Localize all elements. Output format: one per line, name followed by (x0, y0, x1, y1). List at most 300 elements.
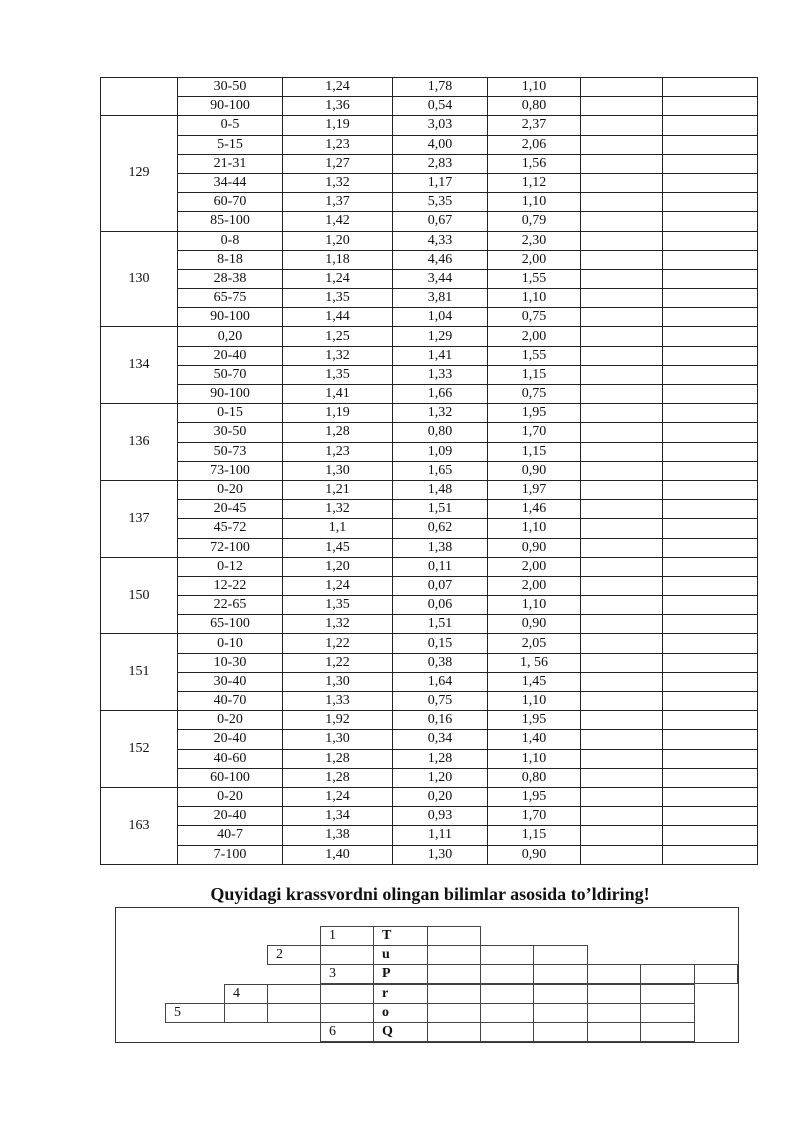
table-cell: 1,92 (283, 711, 393, 730)
table-cell: 1,10 (488, 596, 581, 615)
table-cell: 1,30 (283, 672, 393, 691)
empty-cell (581, 116, 663, 135)
table-row (101, 365, 758, 384)
table-row (101, 269, 758, 288)
table-cell: 1,10 (488, 749, 581, 768)
table-cell: 0-12 (178, 557, 283, 576)
table-cell: 0,54 (393, 97, 488, 116)
crossword-cell[interactable] (224, 984, 268, 1004)
table-cell: 0-5 (178, 116, 283, 135)
empty-cell (581, 634, 663, 653)
empty-cell (581, 768, 663, 787)
empty-cell (663, 135, 758, 154)
key-letter: P (382, 966, 391, 981)
empty-cell (663, 653, 758, 672)
table-cell: 1,21 (283, 480, 393, 499)
table-cell: 1,29 (393, 327, 488, 346)
crossword-cell[interactable] (373, 964, 428, 984)
table-row (101, 519, 758, 538)
table-cell: 0-20 (178, 787, 283, 806)
table-cell: 1,35 (283, 596, 393, 615)
empty-cell (581, 308, 663, 327)
crossword-cell[interactable] (427, 1022, 481, 1042)
crossword-cell[interactable] (373, 1003, 428, 1023)
table-cell: 20-40 (178, 730, 283, 749)
empty-cell (581, 787, 663, 806)
empty-cell (581, 519, 663, 538)
table-cell: 3,81 (393, 289, 488, 308)
table-row (101, 97, 758, 116)
table-cell: 1,38 (283, 826, 393, 845)
table-cell: 30-40 (178, 672, 283, 691)
table-cell: 1,70 (488, 807, 581, 826)
empty-cell (663, 787, 758, 806)
table-cell: 0,11 (393, 557, 488, 576)
section-number-cell: 137 (101, 480, 178, 557)
crossword-title: Quyidagi krassvordni olingan bilimlar asosida to’ldiring! (210, 884, 650, 904)
empty-cell (581, 500, 663, 519)
empty-cell (581, 615, 663, 634)
crossword-cell[interactable] (480, 945, 534, 965)
crossword-cell[interactable] (320, 964, 374, 984)
table-cell: 90-100 (178, 97, 283, 116)
crossword-cell[interactable] (480, 1003, 534, 1023)
table-cell: 8-18 (178, 250, 283, 269)
table-cell: 30-50 (178, 423, 283, 442)
crossword-cell[interactable] (640, 1003, 695, 1023)
empty-cell (663, 692, 758, 711)
empty-cell (581, 557, 663, 576)
table-cell: 90-100 (178, 385, 283, 404)
crossword-cell[interactable] (320, 945, 374, 965)
key-letter: r (382, 986, 389, 1001)
table-cell: 2,06 (488, 135, 581, 154)
crossword-cell[interactable] (480, 964, 534, 984)
empty-cell (663, 749, 758, 768)
table-cell: 21-31 (178, 154, 283, 173)
table-row (101, 596, 758, 615)
table-cell: 45-72 (178, 519, 283, 538)
table-cell: 1,27 (283, 154, 393, 173)
crossword-cell[interactable] (533, 1003, 588, 1023)
empty-cell (663, 250, 758, 269)
soil-data-table (100, 77, 758, 865)
crossword-cell[interactable] (373, 945, 428, 965)
table-cell: 1,15 (488, 365, 581, 384)
table-row (101, 346, 758, 365)
table-cell: 5,35 (393, 193, 488, 212)
empty-cell (581, 442, 663, 461)
crossword-cell[interactable] (427, 964, 481, 984)
crossword-cell[interactable] (640, 984, 695, 1004)
empty-cell (663, 116, 758, 135)
clue-number: 2 (276, 947, 283, 962)
table-cell: 1,45 (283, 538, 393, 557)
table-cell: 1, 56 (488, 653, 581, 672)
table-cell: 1,11 (393, 826, 488, 845)
table-cell: 0,75 (488, 308, 581, 327)
section-number-cell: 130 (101, 231, 178, 327)
empty-cell (663, 346, 758, 365)
table-cell: 1,45 (488, 672, 581, 691)
empty-cell (581, 250, 663, 269)
table-cell: 1,28 (283, 749, 393, 768)
table-cell: 1,34 (283, 807, 393, 826)
table-row (101, 576, 758, 595)
table-cell: 1,65 (393, 461, 488, 480)
crossword-cell[interactable] (533, 1022, 588, 1042)
table-cell: 1,24 (283, 78, 393, 97)
table-cell: 1,44 (283, 308, 393, 327)
table-cell: 1,32 (283, 500, 393, 519)
table-cell: 0,38 (393, 653, 488, 672)
table-cell: 2,83 (393, 154, 488, 173)
table-cell: 1,55 (488, 346, 581, 365)
table-row (101, 173, 758, 192)
empty-cell (581, 193, 663, 212)
key-letter: o (382, 1005, 389, 1020)
table-cell: 0,80 (488, 768, 581, 787)
table-cell: 0,93 (393, 807, 488, 826)
empty-cell (663, 231, 758, 250)
table-cell: 1,22 (283, 634, 393, 653)
table-cell: 30-50 (178, 78, 283, 97)
crossword-cell[interactable] (373, 926, 428, 946)
table-cell: 1,10 (488, 289, 581, 308)
empty-cell (581, 135, 663, 154)
table-cell: 1,25 (283, 327, 393, 346)
table-cell: 65-75 (178, 289, 283, 308)
table-cell: 1,30 (393, 845, 488, 864)
table-row (101, 461, 758, 480)
clue-number: 5 (174, 1005, 181, 1020)
crossword-cell[interactable] (165, 1003, 225, 1023)
empty-cell (663, 365, 758, 384)
table-cell: 1,55 (488, 269, 581, 288)
empty-cell (663, 442, 758, 461)
table-row (101, 212, 758, 231)
table-cell: 1,24 (283, 787, 393, 806)
empty-cell (663, 538, 758, 557)
table-cell: 22-65 (178, 596, 283, 615)
table-cell: 1,28 (283, 423, 393, 442)
table-cell: 50-73 (178, 442, 283, 461)
empty-cell (663, 576, 758, 595)
crossword-cell[interactable] (224, 1003, 268, 1023)
table-cell: 12-22 (178, 576, 283, 595)
empty-cell (581, 423, 663, 442)
table-cell: 1,95 (488, 404, 581, 423)
empty-cell (581, 231, 663, 250)
crossword-cell[interactable] (267, 945, 321, 965)
table-cell: 0,20 (393, 787, 488, 806)
table-cell: 2,05 (488, 634, 581, 653)
crossword-cell[interactable] (587, 964, 641, 984)
empty-cell (663, 845, 758, 864)
table-cell: 1,35 (283, 365, 393, 384)
table-cell: 0-20 (178, 480, 283, 499)
crossword-cell[interactable] (533, 984, 588, 1004)
table-cell: 1,38 (393, 538, 488, 557)
empty-cell (581, 154, 663, 173)
section-number-cell: 151 (101, 634, 178, 711)
table-row (101, 308, 758, 327)
table-cell: 1,24 (283, 269, 393, 288)
empty-cell (663, 480, 758, 499)
table-cell: 0,07 (393, 576, 488, 595)
table-cell: 7-100 (178, 845, 283, 864)
table-cell: 1,18 (283, 250, 393, 269)
table-row (101, 231, 758, 250)
empty-cell (581, 97, 663, 116)
crossword-cell[interactable] (640, 1022, 695, 1042)
table-cell: 40-60 (178, 749, 283, 768)
crossword-cell[interactable] (427, 1003, 481, 1023)
empty-cell (581, 538, 663, 557)
empty-cell (581, 730, 663, 749)
table-cell: 1,97 (488, 480, 581, 499)
table-cell: 1,32 (283, 615, 393, 634)
table-cell: 34-44 (178, 173, 283, 192)
crossword-cell[interactable] (480, 1022, 534, 1042)
section-number-cell: 134 (101, 327, 178, 404)
table-cell: 2,00 (488, 576, 581, 595)
table-row (101, 500, 758, 519)
table-row (101, 193, 758, 212)
table-cell: 0,90 (488, 538, 581, 557)
table-row (101, 768, 758, 787)
table-cell: 1,1 (283, 519, 393, 538)
table-cell: 1,32 (393, 404, 488, 423)
table-cell: 2,00 (488, 327, 581, 346)
table-cell: 1,17 (393, 173, 488, 192)
empty-cell (663, 557, 758, 576)
table-cell: 1,37 (283, 193, 393, 212)
table-cell: 3,03 (393, 116, 488, 135)
table-cell: 0,20 (178, 327, 283, 346)
table-cell: 1,30 (283, 461, 393, 480)
empty-cell (663, 596, 758, 615)
table-cell: 1,19 (283, 404, 393, 423)
table-cell: 1,33 (283, 692, 393, 711)
empty-cell (663, 289, 758, 308)
empty-cell (581, 289, 663, 308)
table-cell: 1,10 (488, 78, 581, 97)
table-cell: 1,42 (283, 212, 393, 231)
clue-number: 6 (329, 1024, 336, 1039)
table-cell: 0,06 (393, 596, 488, 615)
table-cell: 90-100 (178, 308, 283, 327)
table-row (101, 826, 758, 845)
table-cell: 1,09 (393, 442, 488, 461)
crossword-cell[interactable] (427, 945, 481, 965)
table-cell: 1,04 (393, 308, 488, 327)
table-cell: 1,78 (393, 78, 488, 97)
table-row (101, 442, 758, 461)
crossword-cell[interactable] (427, 984, 481, 1004)
crossword-cell[interactable] (533, 964, 588, 984)
table-row (101, 557, 758, 576)
empty-cell (581, 365, 663, 384)
table-cell: 1,32 (283, 173, 393, 192)
table-cell: 2,37 (488, 116, 581, 135)
table-cell: 1,30 (283, 730, 393, 749)
table-row (101, 692, 758, 711)
empty-cell (581, 212, 663, 231)
section-number-cell (101, 78, 178, 116)
crossword-cell[interactable] (373, 1022, 428, 1042)
empty-cell (663, 193, 758, 212)
table-cell: 40-7 (178, 826, 283, 845)
empty-cell (663, 404, 758, 423)
table-cell: 1,32 (283, 346, 393, 365)
table-cell: 0-8 (178, 231, 283, 250)
table-cell: 0,75 (393, 692, 488, 711)
table-cell: 1,95 (488, 787, 581, 806)
table-row (101, 845, 758, 864)
table-row (101, 385, 758, 404)
table-row (101, 653, 758, 672)
crossword-cell[interactable] (373, 984, 428, 1004)
table-cell: 20-40 (178, 807, 283, 826)
crossword-cell[interactable] (694, 964, 738, 984)
empty-cell (663, 807, 758, 826)
table-cell: 3,44 (393, 269, 488, 288)
table-row (101, 135, 758, 154)
table-row (101, 538, 758, 557)
crossword-cell[interactable] (320, 984, 374, 1004)
table-row (101, 78, 758, 97)
table-cell: 1,12 (488, 173, 581, 192)
empty-cell (581, 404, 663, 423)
table-cell: 0,80 (393, 423, 488, 442)
empty-cell (663, 826, 758, 845)
crossword-cell[interactable] (587, 1003, 641, 1023)
empty-cell (663, 634, 758, 653)
empty-cell (581, 807, 663, 826)
crossword-cell[interactable] (267, 1003, 321, 1023)
crossword-cell[interactable] (267, 984, 321, 1004)
empty-cell (663, 269, 758, 288)
table-cell: 4,00 (393, 135, 488, 154)
crossword-cell[interactable] (427, 926, 481, 946)
table-cell: 1,35 (283, 289, 393, 308)
table-cell: 0-10 (178, 634, 283, 653)
table-cell: 0,79 (488, 212, 581, 231)
table-cell: 2,00 (488, 557, 581, 576)
empty-cell (663, 327, 758, 346)
empty-cell (663, 615, 758, 634)
empty-cell (663, 78, 758, 97)
clue-number: 3 (329, 966, 336, 981)
table-cell: 1,15 (488, 826, 581, 845)
clue-number: 1 (329, 928, 336, 943)
empty-cell (663, 730, 758, 749)
crossword-cell[interactable] (533, 945, 588, 965)
empty-cell (663, 212, 758, 231)
empty-cell (581, 327, 663, 346)
table-cell: 1,41 (393, 346, 488, 365)
table-cell: 1,23 (283, 442, 393, 461)
table-row (101, 672, 758, 691)
table-row (101, 730, 758, 749)
empty-cell (663, 768, 758, 787)
empty-cell (581, 385, 663, 404)
empty-cell (581, 269, 663, 288)
key-letter: T (382, 928, 392, 943)
table-cell: 72-100 (178, 538, 283, 557)
table-cell: 0,62 (393, 519, 488, 538)
table-row (101, 154, 758, 173)
table-cell: 0-15 (178, 404, 283, 423)
table-cell: 1,48 (393, 480, 488, 499)
table-cell: 1,33 (393, 365, 488, 384)
empty-cell (581, 711, 663, 730)
table-cell: 0,90 (488, 461, 581, 480)
table-cell: 20-40 (178, 346, 283, 365)
table-row (101, 711, 758, 730)
table-cell: 0-20 (178, 711, 283, 730)
table-cell: 0,90 (488, 615, 581, 634)
empty-cell (663, 97, 758, 116)
table-cell: 0,16 (393, 711, 488, 730)
empty-cell (581, 653, 663, 672)
empty-cell (663, 385, 758, 404)
table-cell: 5-15 (178, 135, 283, 154)
empty-cell (663, 308, 758, 327)
crossword-cell[interactable] (320, 1003, 374, 1023)
table-cell: 0,90 (488, 845, 581, 864)
table-row (101, 404, 758, 423)
table-row (101, 250, 758, 269)
table-row (101, 787, 758, 806)
table-cell: 2,30 (488, 231, 581, 250)
table-row (101, 423, 758, 442)
empty-cell (581, 692, 663, 711)
crossword-cell[interactable] (320, 1022, 374, 1042)
table-cell: 1,24 (283, 576, 393, 595)
crossword-cell[interactable] (587, 984, 641, 1004)
section-number-cell: 136 (101, 404, 178, 481)
table-row (101, 749, 758, 768)
table-row (101, 634, 758, 653)
empty-cell (581, 480, 663, 499)
table-cell: 1,40 (283, 845, 393, 864)
table-cell: 50-70 (178, 365, 283, 384)
crossword-cell[interactable] (320, 926, 374, 946)
empty-cell (581, 346, 663, 365)
table-row (101, 807, 758, 826)
table-row (101, 480, 758, 499)
table-cell: 1,28 (393, 749, 488, 768)
table-cell: 1,10 (488, 193, 581, 212)
empty-cell (663, 423, 758, 442)
empty-cell (663, 173, 758, 192)
table-cell: 60-100 (178, 768, 283, 787)
table-cell: 20-45 (178, 500, 283, 519)
crossword-cell[interactable] (480, 984, 534, 1004)
table-cell: 73-100 (178, 461, 283, 480)
table-cell: 4,46 (393, 250, 488, 269)
empty-cell (581, 672, 663, 691)
crossword-cell[interactable] (587, 1022, 641, 1042)
table-cell: 1,20 (393, 768, 488, 787)
table-cell: 4,33 (393, 231, 488, 250)
crossword-cell[interactable] (640, 964, 695, 984)
table-cell: 1,56 (488, 154, 581, 173)
table-cell: 1,41 (283, 385, 393, 404)
table-cell: 1,36 (283, 97, 393, 116)
